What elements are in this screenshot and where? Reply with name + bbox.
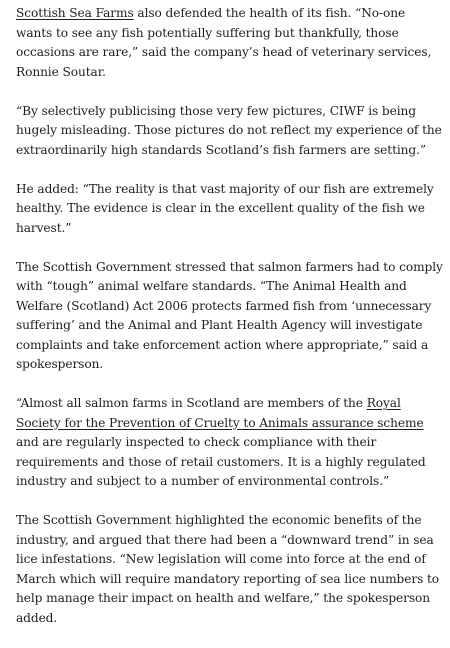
paragraph-3: He added: “The reality is that vast majority of our fish are extremely healthy. The evidence is clear in the excellent quality of the fish we harvest.”: [16, 181, 434, 235]
article-body: [16, 4, 444, 648]
paragraph-6: The Scottish Government highlighted the economic benefits of the industry, and argued that there had been a “downward trend” in sea lice infestations. “New legislation will come into force at the end of March which will require mandatory reporting of sea lice numbers to help manage their impact on health and welfare,” the spokesperson added.: [16, 513, 440, 625]
paragraph-5-text-after: and are regularly inspected to check compliance with their requirements and those of retail customers. It is a highly regulated industry and subject to a number of environmental controls.”: [16, 435, 426, 488]
paragraph-5-text-before: “Almost all salmon farms in Scotland are members of the: [16, 396, 367, 410]
paragraph-4: The Scottish Government stressed that salmon farmers had to comply with “tough” animal welfare standards. “The Animal Health and Welfare (Scotland) Act 2006 protects farmed fish from ‘unnecessary suffering’ and the Animal and Plant Health Agency will investigate complaints and take enforcement action where appropriate,” said a spokesperson.: [16, 259, 443, 371]
link-scottish-sea-farms[interactable]: Scottish Sea Farms: [16, 6, 134, 20]
paragraph-2: “By selectively publicising those very few pictures, CIWF is being hugely misleading. Those pictures do not reflect my experience of the extraordinarily high standards Scotland’s fish farmers are setting.”: [16, 103, 442, 157]
paragraph-1: [16, 4, 444, 82]
paragraph-1-text: also defended the health of its fish. “No-one wants to see any fish potentially suffering but thankfully, those occasions are rare,” said the company’s head of veterinary services, Ronnie Soutar.: [16, 6, 432, 79]
paragraph-5: [16, 394, 444, 492]
link-rspca-assurance-scheme[interactable]: Royal Society for the Prevention of Cruelty to Animals assurance scheme: [16, 396, 424, 430]
